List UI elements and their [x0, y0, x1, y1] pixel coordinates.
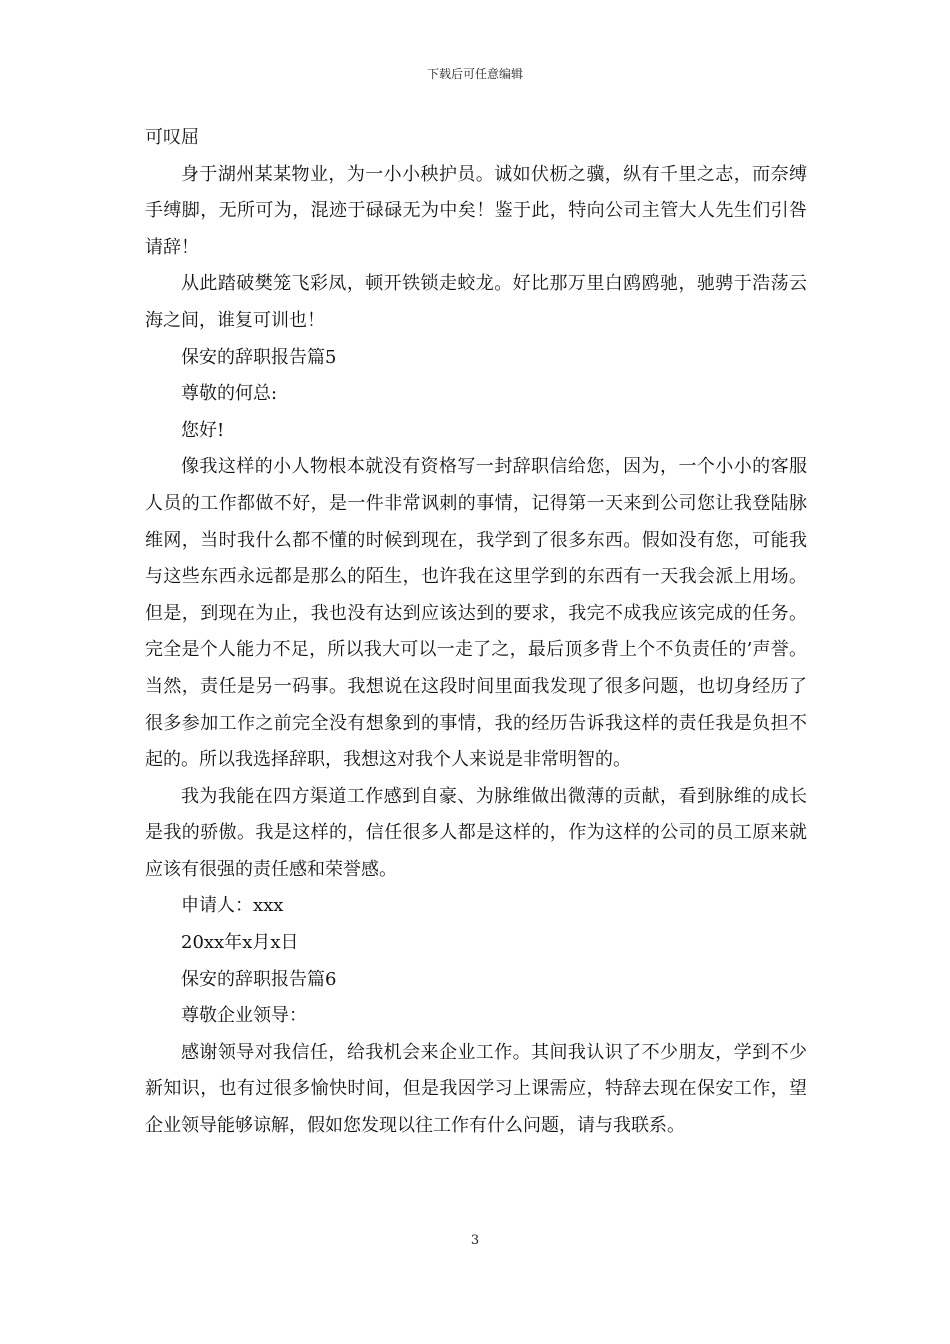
salutation: 尊敬的何总: [181, 383, 278, 405]
paragraph: 像我这样的小人物根本就没有资格写一封辞职信给您，因为，一个小小的客服人员的工作都做不好，是一件非常讽刺的事情，记得第一天来到公司您让我登陆脉维网，当时我什么都不懂的时候到现在，我学到了很多东西。假如没有您，可能我与这些东西永远都是那么的陌生，也许我在这里学到的东西有一天我会派上用场。但是，到现在为止，我也没有达到应该达到的要求，我完不成我应该完成的任务。完全是个人能力不足，所以我大可以一走了之，最后顶多背上个不负责任的’声誉。当然，责任是另一码事。我想说在这段时间里面我发现了很多问题，也切身经历了很多参加工作之前完全没有想象到的事情，我的经历告诉我这样的责任我是负担不起的。所以我选择辞职，我想这对我个人来说是非常明智的。 [145, 456, 807, 771]
paragraph: 感谢领导对我信任，给我机会来企业工作。其间我认识了不少朋友，学到不少新知识，也有过很多愉快时间，但是我因学习上课需应，特辞去现在保安工作，望企业领导能够谅解，假如您发现以往工作有什么问题，请与我联系。 [145, 1041, 807, 1137]
page-header: 下载后可任意编辑 [426, 67, 523, 81]
section-heading: 保安的辞职报告篇5 [181, 346, 337, 368]
salutation: 尊敬企业领导： [181, 1005, 307, 1027]
greeting: 您好! [181, 419, 225, 441]
paragraph: 我为我能在四方渠道工作感到自豪、为脉维做出微薄的贡献，看到脉维的成长是我的骄傲。我是这样的，信任很多人都是这样的，作为这样的公司的员工原来就应该有很强的责任感和荣誉感。 [145, 785, 807, 880]
document-body [145, 120, 807, 1145]
paragraph: 身于湖州某某物业，为一小小秧护员。诚如伏枥之骥，纵有千里之志，而奈缚手缚脚，无所可为，混迹于碌碌无为中矣！鉴于此，特向公司主管大人先生们引咎请辞！ [145, 163, 807, 258]
paragraph-continuation: 可叹屈 [145, 127, 199, 148]
signature-applicant: 申请人：xxx [181, 895, 284, 917]
paragraph: 从此踏破樊笼飞彩凤，顿开铁锁走蛟龙。好比那万里白鸥鸥驰，驰骋于浩荡云海之间，谁复可训也！ [145, 273, 807, 331]
signature-date: 20xx年x月x日 [181, 932, 299, 954]
page-number: 3 [470, 1233, 480, 1248]
section-heading: 保安的辞职报告篇6 [181, 968, 337, 990]
